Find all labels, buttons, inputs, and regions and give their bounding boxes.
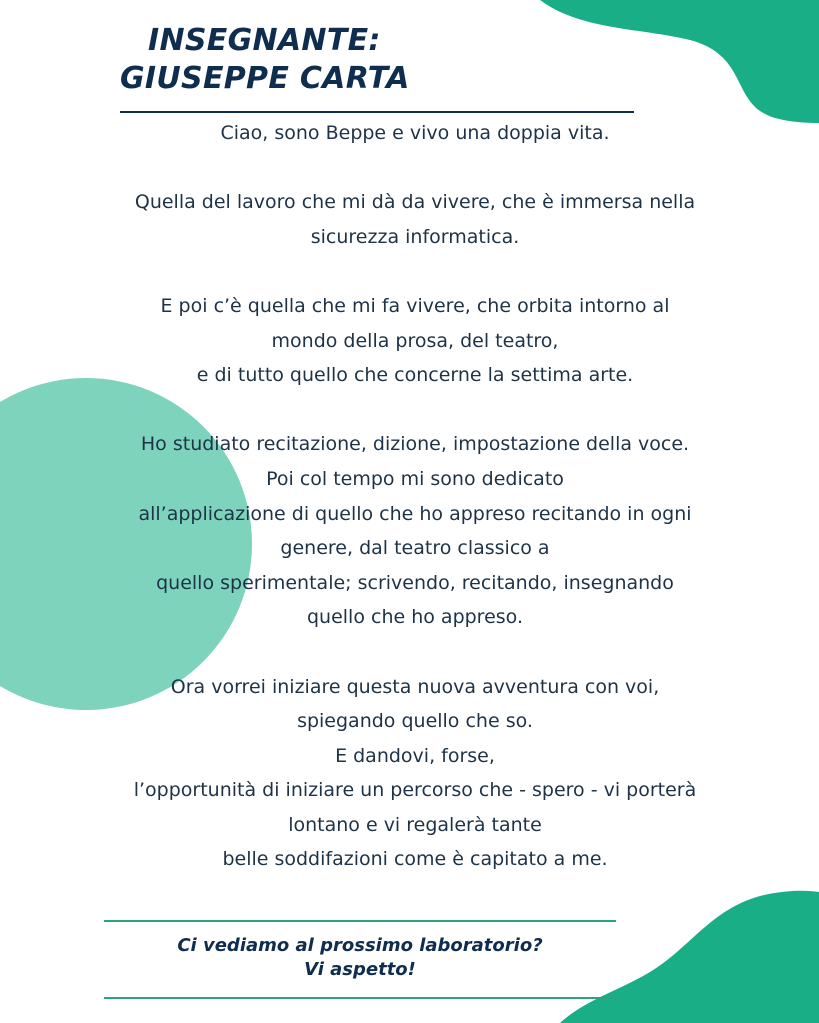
bio-line: belle soddifazioni come è capitato a me.	[222, 848, 608, 871]
closing-line-invite: Vi aspetto!	[304, 959, 416, 980]
page-title	[0, 22, 560, 98]
paragraph-gap	[20, 254, 810, 289]
paragraph-gap	[20, 393, 810, 428]
bio-text	[20, 116, 810, 877]
bio-line: e di tutto quello che concerne la settima arte.	[196, 364, 634, 387]
footer-divider-top	[104, 920, 616, 922]
bio-line: all’applicazione di quello che ho appreso recitando in ogni	[138, 502, 692, 525]
bio-line: E poi c’è quella che mi fa vivere, che orbita intorno al	[160, 294, 670, 317]
bio-line: sicurezza informatica.	[310, 225, 520, 248]
paragraph-gap	[20, 635, 810, 670]
closing-line-question: Ci vediamo al prossimo laboratorio?	[177, 935, 543, 956]
bio-line: Quella del lavoro che mi dà da vivere, che è immersa nella	[134, 191, 696, 214]
bio-line: quello che ho appreso.	[306, 606, 523, 629]
closing-message	[100, 934, 620, 982]
bio-line: mondo della prosa, del teatro,	[271, 329, 559, 352]
bio-line: lontano e vi regalerà tante	[288, 813, 542, 836]
bio-line: Ciao, sono Beppe e vivo una doppia vita.	[220, 122, 610, 144]
bio-line: quello sperimentale; scrivendo, recitando, insegnando	[156, 571, 674, 594]
bio-line: spiegando quello che so.	[297, 710, 533, 733]
bio-line: E dandovi, forse,	[335, 744, 495, 767]
bio-line: Ho studiato recitazione, dizione, impostazione della voce.	[140, 433, 690, 456]
bio-line: genere, dal teatro classico a	[280, 537, 550, 560]
bio-line: Poi col tempo mi sono dedicato	[266, 467, 564, 490]
bio-line: l’opportunità di iniziare un percorso che - spero - vi porterà	[133, 779, 697, 802]
footer-divider-bottom	[104, 997, 616, 999]
decorative-blob-top-right	[520, 0, 819, 125]
paragraph-gap	[20, 151, 810, 186]
title-line-name: GIUSEPPE CARTA	[120, 61, 410, 96]
title-divider	[120, 111, 634, 113]
bio-line: Ora vorrei iniziare questa nuova avventura con voi,	[170, 675, 660, 698]
title-line-role: INSEGNANTE:	[148, 23, 381, 58]
